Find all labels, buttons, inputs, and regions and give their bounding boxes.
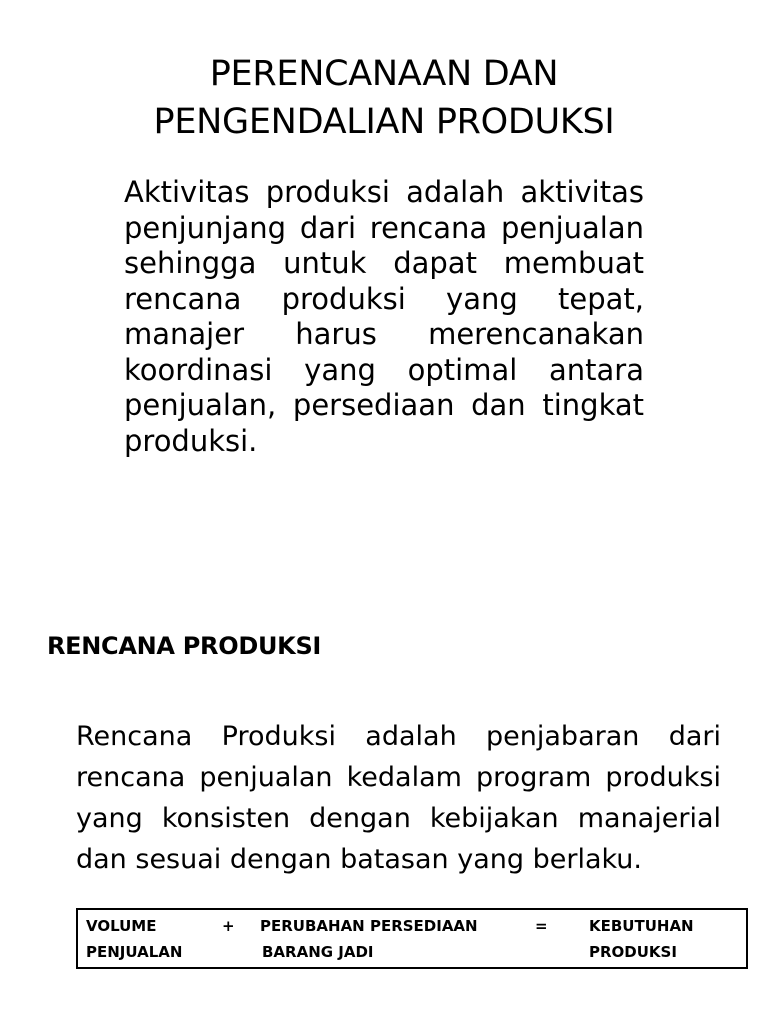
formula-term2-line2: BARANG JADI	[262, 943, 374, 961]
section-heading: RENCANA PRODUKSI	[47, 632, 322, 660]
page-title	[0, 50, 768, 146]
definition-paragraph: Rencana Produksi adalah penjabaran dari rencana penjualan kedalam program produksi yang konsisten dengan kebijakan manajerial dan sesuai dengan batasan yang berlaku.	[76, 721, 721, 875]
title-line-1: PERENCANAAN DAN	[209, 54, 559, 94]
formula-term2-line1: PERUBAHAN PERSEDIAAN	[260, 917, 478, 935]
formula-term1-line2: PENJUALAN	[86, 943, 183, 961]
formula-result-line1: KEBUTUHAN	[589, 917, 694, 935]
formula-equals: =	[535, 917, 548, 935]
formula-term1-line1: VOLUME	[86, 917, 157, 935]
formula-box	[76, 908, 748, 969]
intro-paragraph: Aktivitas produksi adalah aktivitas penjunjang dari rencana penjualan sehingga untuk dapat membuat rencana produksi yang tepat, manajer harus merencanakan koordinasi yang optimal antara penjualan, persediaan dan tingkat produksi.	[124, 175, 644, 458]
title-line-2: PENGENDALIAN PRODUKSI	[153, 102, 615, 142]
formula-plus: +	[222, 917, 235, 935]
formula-result-line2: PRODUKSI	[589, 943, 677, 961]
